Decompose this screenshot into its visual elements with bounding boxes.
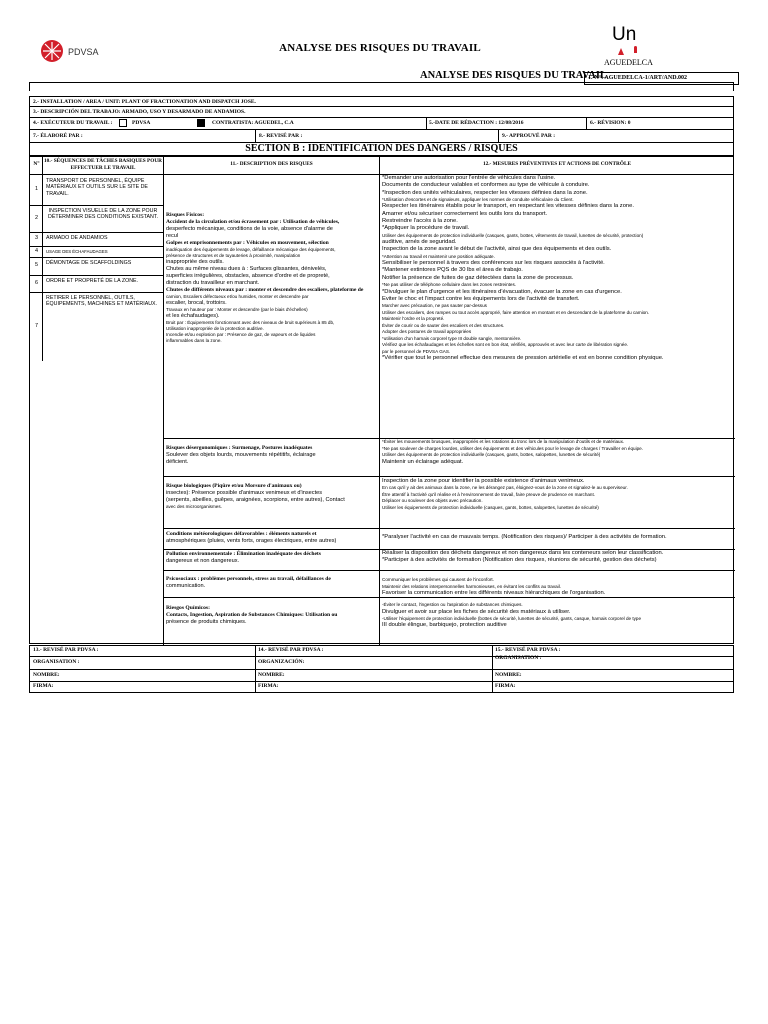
column-header-sequence: 10.- SÉQUENCES DE TÂCHES BASIQUES POUR EFFECTUER LE TRAVAIL bbox=[44, 158, 162, 171]
task-description: TRANSPORT DE PERSONNEL, ÉQUIPE MATÉRIAUX ET OUTILS SUR LE SITE DE TRAVAIL. bbox=[46, 178, 148, 197]
risk-line: Risques Físicos: bbox=[166, 212, 205, 218]
document-subtitle: ANALYSE DES RISQUES DU TRAVAIL bbox=[420, 70, 607, 81]
approved-label: 9.- APPROUVÉ PAR : bbox=[502, 133, 556, 139]
measure-line: Utiliser des équipements de protection individuelle (casques, gants, bottes, vêtements de travail, lunettes de sécurité, protection) bbox=[382, 232, 644, 238]
risk-line: présence de produits chimiques. bbox=[166, 619, 247, 625]
pollution-risks bbox=[166, 551, 371, 565]
measure-line: *Ne pas soulever de charges lourdes, utiliser des équipements et des véhicules pour le levage de charges / Travailler en équipe. bbox=[382, 445, 643, 451]
signature-label: FIRMA: bbox=[33, 683, 54, 689]
measures-ergonomic bbox=[382, 439, 732, 466]
date-label: 5.-DATE DE RÉDACTION : 12/08/2016 bbox=[429, 120, 524, 126]
row-divider bbox=[163, 528, 735, 529]
measure-line: Notifier la présence de fuites de gaz détectées dans la zone de processus. bbox=[382, 274, 574, 281]
risk-line: insectes): Présence possible d'animaux venimeux et d'insectes bbox=[166, 490, 323, 496]
document-code: 1.-N°: AGUEDELCA-1/ART/AND.002 bbox=[584, 72, 739, 85]
task-description: ARMADO DE ANDAMIOS bbox=[46, 235, 108, 241]
risk-line: Bruit par : Équipements fonctionnant avec des niveaux de bruit supérieurs à 85 db, bbox=[166, 320, 335, 325]
measure-line: Vérifiez que les échafaudages et les échelles sont en bon état, vérifiés, approuvés et avec leur carte de libération signée. bbox=[382, 342, 629, 348]
risk-line: desperfecto mécanique, conditions de la voie, absence d'alarme de bbox=[166, 226, 333, 232]
description-row bbox=[29, 107, 734, 118]
divider bbox=[498, 130, 499, 142]
risk-line: Soulever des objets lourds, mouvements répétitifs, éclairage bbox=[166, 452, 316, 458]
task-description: ORDRE ET PROPRETÉ DE LA ZONE. bbox=[46, 278, 139, 284]
column-header-num: N° bbox=[33, 161, 40, 167]
row-divider bbox=[30, 205, 163, 206]
psychosocial-risks bbox=[166, 576, 371, 590]
measure-line: Maintenir l'ordre et la propreté. bbox=[382, 316, 445, 322]
risk-line: Accident de la circulation et/ou écrasement par : Utilisation de véhicules, bbox=[166, 219, 340, 225]
weather-risks bbox=[166, 531, 371, 545]
organisation-label: ORGANISATION : bbox=[33, 659, 80, 665]
measure-line: Marcher avec précaution, ne pas sauter par-dessus bbox=[382, 303, 487, 309]
risk-line: Incendie et/ou explosion par : Présence de gaz, de vapeurs et de liquides bbox=[166, 332, 316, 337]
risk-line: Psicosociaux : problèmes personnels, stress au travail, défaillances de bbox=[166, 576, 331, 582]
measure-line: auditive, arnés de seguridad. bbox=[382, 239, 457, 246]
measure-line: *Participer à des activités de formation (Notification des risques, réunions de sécurité, gestion des déchets) bbox=[382, 557, 657, 564]
organisation-label: ORGANISATION : bbox=[495, 655, 542, 661]
chemical-risks bbox=[166, 605, 371, 626]
risk-line: communication. bbox=[166, 583, 206, 589]
divider bbox=[255, 130, 256, 142]
measure-line: par le personnel de PDVSA GAS. bbox=[382, 348, 451, 354]
measure-line: *Inspection des unités véhiculaires, respecter les vitesses définies dans la zone. bbox=[382, 189, 588, 196]
measure-line: Restreindre l'accès à la zone. bbox=[382, 217, 458, 224]
risk-line: dangereux et non dangereux. bbox=[166, 558, 240, 564]
signature-label: FIRMA: bbox=[258, 683, 279, 689]
risk-line: Chutes au même niveau dues à : Surfaces glissantes, dénivelés, bbox=[166, 266, 327, 272]
risk-line: Contacts, Ingestion, Aspiration de Substances Chimiques: Utilisation ou bbox=[166, 612, 338, 618]
name-label: NOMBRE: bbox=[495, 672, 522, 678]
measure-line: Utiliser les équipements de protection individuelle (casques, gants, bottes, salopettes, lunettes de sécurité) bbox=[382, 504, 599, 510]
row-divider bbox=[30, 681, 733, 682]
reviewed-label: 8.- REVISÉ PAR : bbox=[259, 133, 303, 139]
risk-line: Chutes de différents niveaux par : monter et descendre des escaliers, plateforme de bbox=[166, 287, 364, 293]
measure-line: *Ne pas utiliser de téléphone cellulaire dans les zones restreintes. bbox=[382, 282, 517, 288]
risk-line: escalier, brocal, trottoirs. bbox=[166, 300, 227, 306]
measure-line: *Demander une autorisation pour l'entrée de véhicules dans l'usine. bbox=[382, 175, 556, 181]
row-divider bbox=[30, 232, 163, 233]
measure-line: -Utiliser l'équipement de protection individuelle (bottes de sécurité, lunettes de sécurité, gants, casque, harnais corporel de type bbox=[382, 615, 642, 621]
row-divider bbox=[30, 246, 163, 247]
contractor-checkbox-checked[interactable] bbox=[197, 119, 205, 127]
row-divider bbox=[30, 656, 733, 657]
pdvsa-checkbox[interactable] bbox=[119, 119, 127, 127]
row-divider bbox=[163, 476, 735, 477]
measure-line: Utiliser des équipements de protection individuelle (casques, gants, bottes, salopettes, lunettes de sécurité) bbox=[382, 452, 601, 457]
risk-table bbox=[29, 156, 734, 644]
row-divider bbox=[30, 257, 163, 258]
signature-table bbox=[29, 645, 734, 693]
task-description: INSPECTION VISUELLE DE LA ZONE POUR DÉTERMINER DES CONDITIONS EXISTANT. bbox=[48, 208, 158, 221]
name-label: NOMBRE: bbox=[33, 672, 60, 678]
column-header-measures: 12.- MESURES PRÉVENTIVES ET ACTIONS DE CONTRÔLE bbox=[482, 161, 632, 167]
divider bbox=[426, 118, 427, 129]
measures-weather bbox=[382, 534, 732, 541]
task-number: 5 bbox=[34, 262, 39, 268]
section-b-title: SECTION B : IDENTIFICATION DES DANGERS / RISQUES bbox=[29, 143, 734, 156]
measure-line: *Mantener extintores PQS de 30 lbs el área de trabajo. bbox=[382, 267, 523, 274]
risk-line: Golpes et emprisonnements par : Véhicules en mouvement, sélection bbox=[166, 240, 329, 246]
ergonomic-risks bbox=[166, 445, 371, 466]
un-logo-text: Un bbox=[612, 24, 637, 45]
risk-line: avec des microorganismes. bbox=[166, 504, 222, 509]
column-divider bbox=[163, 157, 164, 645]
measures-chemical bbox=[382, 602, 732, 630]
risk-line: Pollution environnementale : Élimination inadéquate des déchets bbox=[166, 551, 321, 557]
task-number: 2 bbox=[34, 214, 39, 221]
task-number: 4 bbox=[34, 247, 39, 254]
measure-line: Respecter les itinéraires établis pour le transport, en respectant les vitesses définies dans la zone. bbox=[382, 203, 634, 210]
measures-physical bbox=[382, 175, 732, 362]
measure-line: *Attention au travail et maintenir une position adéquate. bbox=[382, 253, 495, 259]
executor-row bbox=[29, 118, 734, 130]
measures-biological bbox=[382, 478, 732, 511]
measure-line: -Éviter le contact, l'ingestion ou l'aspiration de substances chimiques. bbox=[382, 602, 523, 607]
measure-line: Inspection de la zone pour identifier la possible existence d'animaux venimeux. bbox=[382, 478, 585, 484]
measure-line: *Paralyser l'activité en cas de mauvais temps. (Notification des risques)/ Participer à des activités de formation. bbox=[382, 534, 667, 540]
task-number: 3 bbox=[34, 235, 39, 241]
flame-icon bbox=[618, 48, 624, 55]
column-divider bbox=[379, 157, 380, 645]
aguedel-logo: AGUEDELCA bbox=[604, 58, 653, 67]
contractor-label: CONTRATISTA: AGUEDEL, C.A bbox=[212, 120, 294, 126]
risk-line: Risques désergonomiques : Surmenage, Postures inadéquates bbox=[166, 445, 313, 451]
column-header-risks: 11.- DESCRIPTION DES RISQUES bbox=[230, 161, 313, 167]
risk-line: inappropriée des outils. bbox=[166, 259, 224, 265]
installation-label: 2.- INSTALLATION / AREA / UNIT: PLANT OF FRACTIONATION AND DISPATCH JOSE. bbox=[33, 99, 256, 105]
task-description: DÉMONTAGE DE SCAFFOLDINGS bbox=[46, 260, 132, 266]
measure-line: Divulguer et avoir sur place les fiches de sécurité des matériaux à utiliser. bbox=[382, 608, 571, 615]
risk-line: et les échafaudages). bbox=[166, 313, 220, 319]
name-label: NOMBRE: bbox=[258, 672, 285, 678]
measure-line: Maintenir des relations interpersonnelles harmonieuses, en évitant les conflits au travail. bbox=[382, 583, 561, 589]
measure-line: Adopter des postures de travail appropriées bbox=[382, 329, 472, 335]
risk-line: inadéquation des équipements de levage, défaillance mécanique des équipements, bbox=[166, 247, 336, 252]
risk-line: atmosphériques (pluies, vents forts, orages électriques, entre autres) bbox=[166, 538, 337, 544]
risk-line: Utilisation inappropriée de la protection auditive. bbox=[166, 326, 264, 331]
approval-row bbox=[29, 130, 734, 143]
measure-line: III double élingue, barbiquejo, protection auditive bbox=[382, 622, 507, 629]
pdvsa-logo-text: PDVSA bbox=[68, 47, 99, 57]
signature-col-1-title: 13.- REVISÉ PAR PDVSA : bbox=[33, 647, 99, 653]
organisation-label: ORGANIZACIÓN: bbox=[258, 659, 305, 665]
installation-row bbox=[29, 96, 734, 107]
task-number: 7 bbox=[34, 322, 39, 329]
signature-col-3-title: 15.- REVISÉ PAR PDVSA : bbox=[495, 647, 561, 653]
divider bbox=[586, 118, 587, 129]
prepared-label: 7.- ÉLABORÉ PAR : bbox=[33, 133, 83, 139]
measure-line: Favoriser la communication entre les différents niveaux hiérarchiques de l'organisation. bbox=[382, 590, 606, 596]
task-number: 1 bbox=[34, 186, 39, 192]
measure-line: *Divulguer le plan d'urgence et les itinéraires d'évacuation, évacuer la zone en cas d'urgence. bbox=[382, 288, 622, 295]
measure-line: *Éviter les mouvements brusques, inappropriés et les rotations du tronc lors de la manipulation d'outils et de matériaux. bbox=[382, 439, 625, 444]
measure-line: *Appliquer la procédure de travail. bbox=[382, 225, 470, 232]
column-divider bbox=[42, 157, 43, 361]
task-description: RETIRER LE PERSONNEL, OUTILS, ÉQUIPEMENTS, MACHINES ET MATÉRIAUX. bbox=[46, 295, 158, 308]
measure-line: *utilisation d'un harnais corporel type III double sangle, mentonnière. bbox=[382, 335, 522, 341]
risk-line: distraction du travailleur en marchant. bbox=[166, 280, 260, 286]
measure-line: *Utilisation d'escortes et de signaleurs, appliquer les normes de conduite véhiculaire du Client. bbox=[382, 196, 574, 202]
risk-line: (serpents, abeilles, guêpes, araignées, scorpions, entre autres), Contact bbox=[166, 497, 345, 503]
measure-line: Éviter le choc et l'impact contre les équipements lors de l'activité de transfert. bbox=[382, 295, 580, 302]
risk-line: Conditions météorologiques défavorables : éléments naturels et bbox=[166, 531, 317, 537]
risk-line: recul bbox=[166, 233, 179, 239]
measure-line: Déplacer ou soulever des objets avec précaution. bbox=[382, 498, 483, 504]
measure-line: Inspection de la zone avant le début de l'activité, ainsi que des équipements et des outils. bbox=[382, 246, 612, 253]
measure-line: Amarrer et/ou sécuriser correctement les outils lors du transport. bbox=[382, 210, 548, 217]
risk-line: déficient. bbox=[166, 459, 189, 465]
executor-label: 4.- EXÉCUTEUR DU TRAVAIL : bbox=[33, 120, 113, 126]
description-label: 3.- DESCRIPCIÓN DEL TRABAJO: ARMADO, USO Y DESARMADO DE ANDAMIOS. bbox=[33, 109, 246, 115]
revision-label: 6.- RÉVISION: 0 bbox=[590, 120, 631, 126]
measure-line: Éviter de courir ou de sauter des escaliers et des structures. bbox=[382, 322, 505, 328]
measure-line: Maintenir un éclairage adéquat. bbox=[382, 458, 464, 465]
measures-psychosocial bbox=[382, 577, 732, 597]
row-divider bbox=[30, 669, 733, 670]
measure-line: Communiquer les problèmes qui causent de l'inconfort. bbox=[382, 577, 494, 582]
document-title: ANALYSE DES RISQUES DU TRAVAIL bbox=[279, 42, 481, 54]
task-description: USAGE DES ÉCHAFAUDAGES bbox=[46, 249, 108, 254]
measure-line: Être attentif à l'activité qu'il réalise et à l'environnement de travail, faire preuve de prudence en marchant. bbox=[382, 491, 596, 497]
risk-line: Travaux en hauteur par : Monter et descendre (par le biais d'échelles) bbox=[166, 307, 308, 312]
measure-line: Documents de conducteur valables et conformes au type de véhicule à conduire. bbox=[382, 182, 590, 189]
measure-line: Réaliser la disposition des déchets dangereux et non dangereux dans les conteneurs selon leur classification. bbox=[382, 550, 664, 556]
measure-line: En cas qu'il y ait des animaux dans la zone, ne les dérangez pas, éloignez-vous de la zone et signalez-le au superviseur. bbox=[382, 485, 628, 491]
signature-col-2-title: 14.- REVISÉ PAR PDVSA : bbox=[258, 647, 324, 653]
risk-line: camion, Escaliers défectueux et/ou humides, monter et descendre par bbox=[166, 294, 309, 299]
risk-line: superficies irrégulières, obstacles, absence d'ordre et de propreté, bbox=[166, 273, 330, 279]
risk-line: présence de structures et de tuyauteries à proximité, manipulation bbox=[166, 253, 301, 258]
biological-risks bbox=[166, 483, 371, 510]
measures-pollution bbox=[382, 550, 732, 565]
row-divider bbox=[30, 292, 163, 293]
risk-line: Riesgos Químicos: bbox=[166, 605, 210, 611]
pdvsa-option-label: PDVSA bbox=[132, 120, 151, 126]
task-number: 6 bbox=[34, 279, 39, 286]
row-divider bbox=[30, 275, 163, 276]
risk-line: Risque biologiques (Piqûre et/ou Morsure d'animaux ou) bbox=[166, 483, 302, 489]
pdvsa-logo bbox=[40, 38, 150, 66]
risk-line: inflammables dans la zone. bbox=[166, 338, 222, 343]
measure-line: Utiliser des escaliers, des rampes ou tout accès approprié, faire attention en montant et en descendant de la plateforme du camion. bbox=[382, 309, 650, 315]
flame-icon bbox=[634, 46, 637, 53]
physical-risks bbox=[166, 212, 371, 344]
measure-line: Sensibiliser le personnel à travers des conférences sur les risques associés à l'activité. bbox=[382, 260, 605, 267]
row-divider bbox=[163, 570, 735, 571]
measure-line: *Vérifier que tout le personnel effectue des mesures de pression artérielle et est en bonne condition physique. bbox=[382, 355, 664, 362]
signature-label: FIRMA: bbox=[495, 683, 516, 689]
